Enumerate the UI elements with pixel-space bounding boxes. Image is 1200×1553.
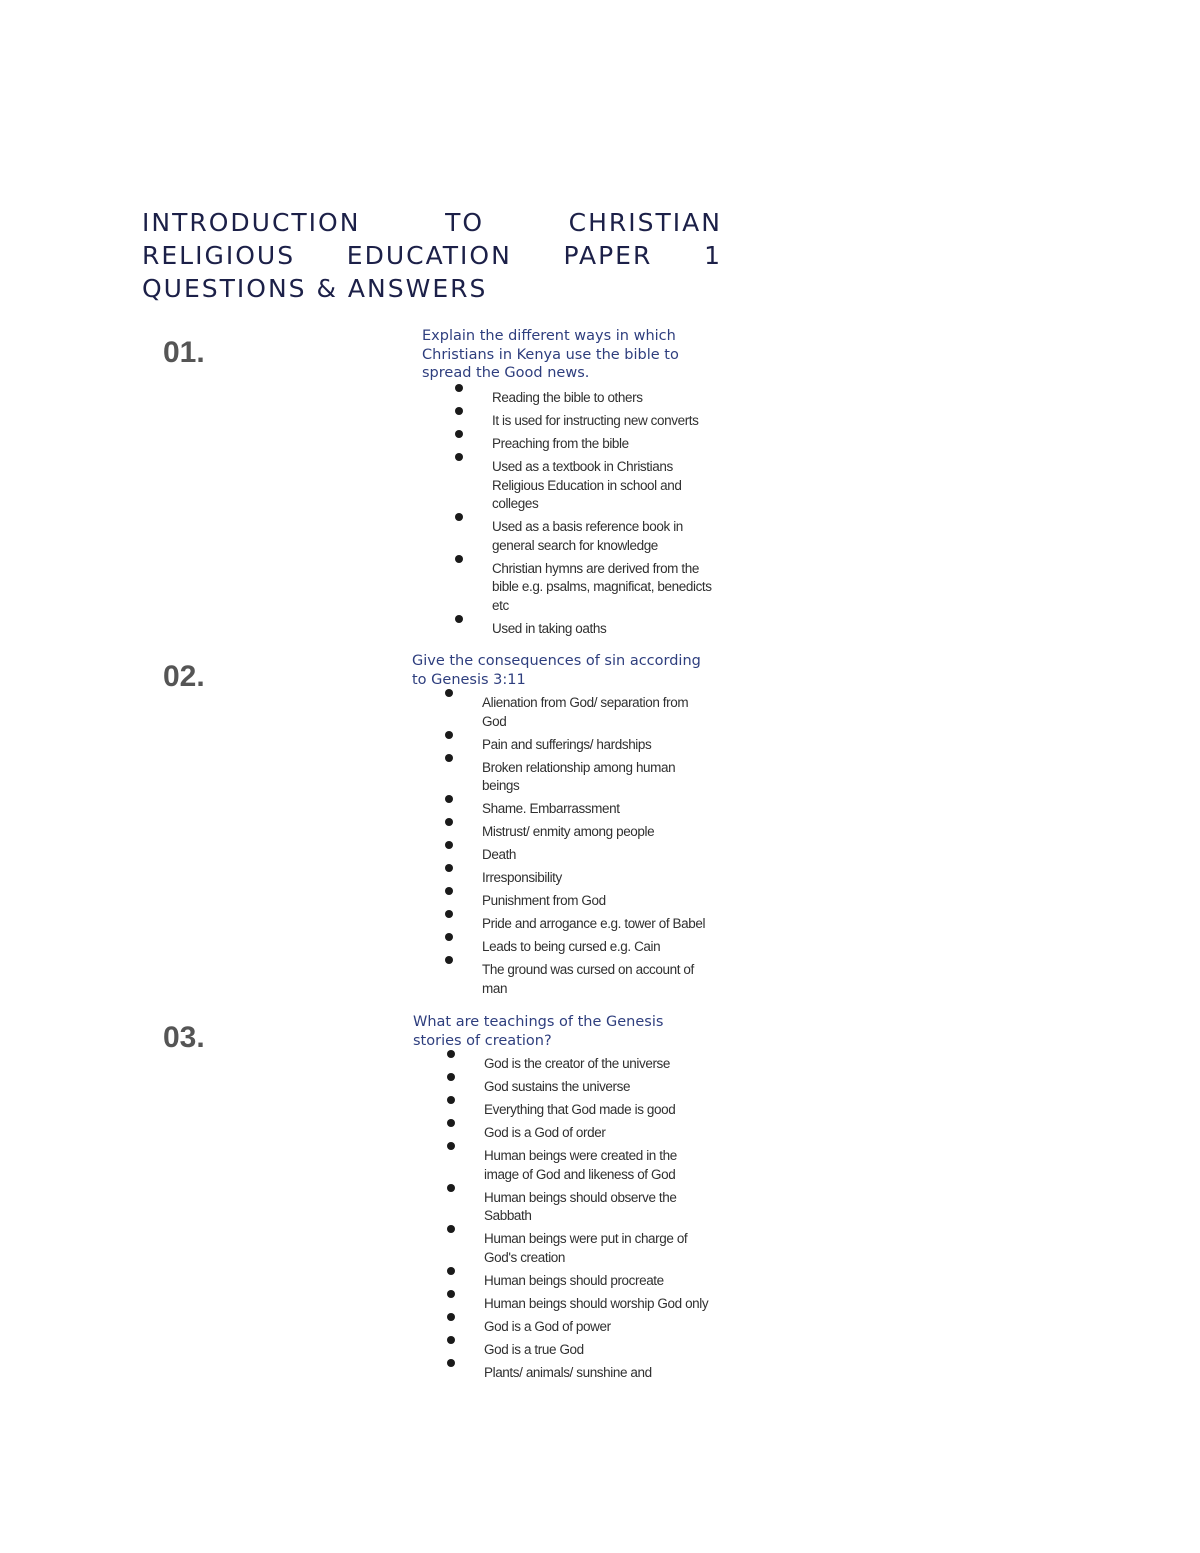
bullet-icon [455, 384, 463, 392]
answer-text: The ground was cursed on account of man [482, 962, 694, 996]
bullet-icon [455, 615, 463, 623]
answer-item [484, 1055, 714, 1074]
bullet-icon [447, 1290, 455, 1298]
answer-text: Reading the bible to others [492, 390, 643, 405]
answer-text: Human beings were created in the image of God and likeness of God [484, 1148, 677, 1182]
bullet-icon [445, 933, 453, 941]
answer-text: Shame. Embarrassment [482, 801, 620, 816]
answer-item [484, 1364, 714, 1383]
answer-item [484, 1147, 714, 1184]
answer-item [482, 823, 712, 842]
answer-text: Pain and sufferings/ hardships [482, 736, 652, 752]
bullet-icon [445, 841, 453, 849]
answer-item [482, 892, 712, 911]
bullet-icon [455, 430, 463, 438]
answer-item [492, 518, 722, 555]
answer-item [484, 1295, 714, 1314]
answer-item [484, 1189, 714, 1226]
answer-item [492, 389, 722, 408]
answer-item [482, 961, 712, 998]
answer-item [482, 736, 712, 755]
answer-item [482, 938, 712, 957]
answer-text: Leads to being cursed e.g. Cain [482, 939, 661, 954]
answer-item [492, 458, 722, 514]
answer-item [492, 435, 722, 454]
answer-text: Irresponsibility [482, 870, 562, 885]
answer-text: God is a God of power [484, 1318, 611, 1334]
answer-list-3 [484, 1055, 714, 1387]
answer-item [484, 1230, 714, 1267]
bullet-icon [447, 1119, 455, 1127]
answer-text: Used in taking oaths [492, 620, 607, 636]
answer-item [482, 869, 712, 888]
bullet-icon [447, 1313, 455, 1321]
bullet-icon [445, 754, 453, 762]
answer-text: Human beings should procreate [484, 1272, 664, 1288]
question-text-2: Give the consequences of sin according to Genesis 3:11 [412, 653, 701, 688]
answer-text: Pride and arrogance e.g. tower of Babel [482, 916, 706, 931]
answer-item [484, 1101, 714, 1120]
document-title: INTRODUCTION TO CHRISTIAN RELIGIOUS EDUCATION PAPER 1 QUESTIONS & ANSWERS [142, 208, 722, 303]
answer-text: Used as a basis reference book in general search for knowledge [492, 519, 683, 553]
answer-list-1 [492, 389, 722, 643]
answer-item [484, 1341, 714, 1360]
question-text-3: What are teachings of the Genesis stories of creation? [413, 1014, 664, 1049]
bullet-icon [447, 1142, 455, 1150]
answer-text: Punishment from God [482, 893, 606, 908]
answer-list-2 [482, 694, 712, 1003]
answer-text: Human beings were put in charge of God's creation [484, 1231, 688, 1265]
bullet-icon [447, 1225, 455, 1233]
answer-text: God is the creator of the universe [484, 1056, 671, 1071]
bullet-icon [447, 1184, 455, 1192]
answer-item [484, 1272, 714, 1291]
answer-text: Broken relationship among human beings [482, 759, 676, 793]
answer-item [482, 846, 712, 865]
bullet-icon [445, 887, 453, 895]
answer-text: God is a true God [484, 1341, 584, 1357]
answer-text: Mistrust/ enmity among people [482, 824, 655, 839]
answer-item [492, 560, 722, 616]
answer-text: Human beings should observe the Sabbath [484, 1189, 677, 1223]
answer-text: Christian hymns are derived from the bible e.g. psalms, magnificat, benedicts etc [492, 560, 712, 613]
bullet-icon [445, 731, 453, 739]
answer-text: Preaching from the bible [492, 436, 629, 451]
bullet-icon [445, 864, 453, 872]
question-number-2: 02. [163, 660, 205, 693]
answer-item [482, 800, 712, 819]
bullet-icon [445, 956, 453, 964]
bullet-icon [447, 1267, 455, 1275]
bullet-icon [455, 407, 463, 415]
bullet-icon [455, 453, 463, 461]
bullet-icon [445, 795, 453, 803]
bullet-icon [447, 1050, 455, 1058]
bullet-icon [445, 910, 453, 918]
answer-item [484, 1078, 714, 1097]
answer-text: Used as a textbook in Christians Religious Education in school and colleges [492, 459, 682, 511]
answer-text: Plants/ animals/ sunshine and [484, 1364, 652, 1380]
answer-text: Death [482, 847, 517, 862]
answer-item [482, 915, 712, 934]
answer-item [482, 694, 712, 731]
bullet-icon [455, 513, 463, 521]
answer-text: Everything that God made is good [484, 1102, 676, 1117]
answer-item [484, 1124, 714, 1143]
answer-text: Human beings should worship God only [484, 1295, 709, 1311]
answer-item [492, 620, 722, 639]
answer-text: God sustains the universe [484, 1079, 631, 1094]
answer-item [492, 412, 722, 431]
bullet-icon [445, 689, 453, 697]
bullet-icon [447, 1073, 455, 1081]
question-text-1: Explain the different ways in which Christians in Kenya use the bible to spread the Good news. [422, 328, 679, 381]
question-number-3: 03. [163, 1021, 205, 1054]
answer-item [484, 1318, 714, 1337]
answer-text: Alienation from God/ separation from God [482, 695, 689, 729]
bullet-icon [447, 1359, 455, 1367]
bullet-icon [445, 818, 453, 826]
bullet-icon [447, 1336, 455, 1344]
bullet-icon [447, 1096, 455, 1104]
bullet-icon [455, 555, 463, 563]
answer-text: It is used for instructing new converts [492, 413, 699, 428]
question-number-1: 01. [163, 336, 205, 369]
answer-item [482, 759, 712, 796]
answer-text: God is a God of order [484, 1125, 606, 1140]
